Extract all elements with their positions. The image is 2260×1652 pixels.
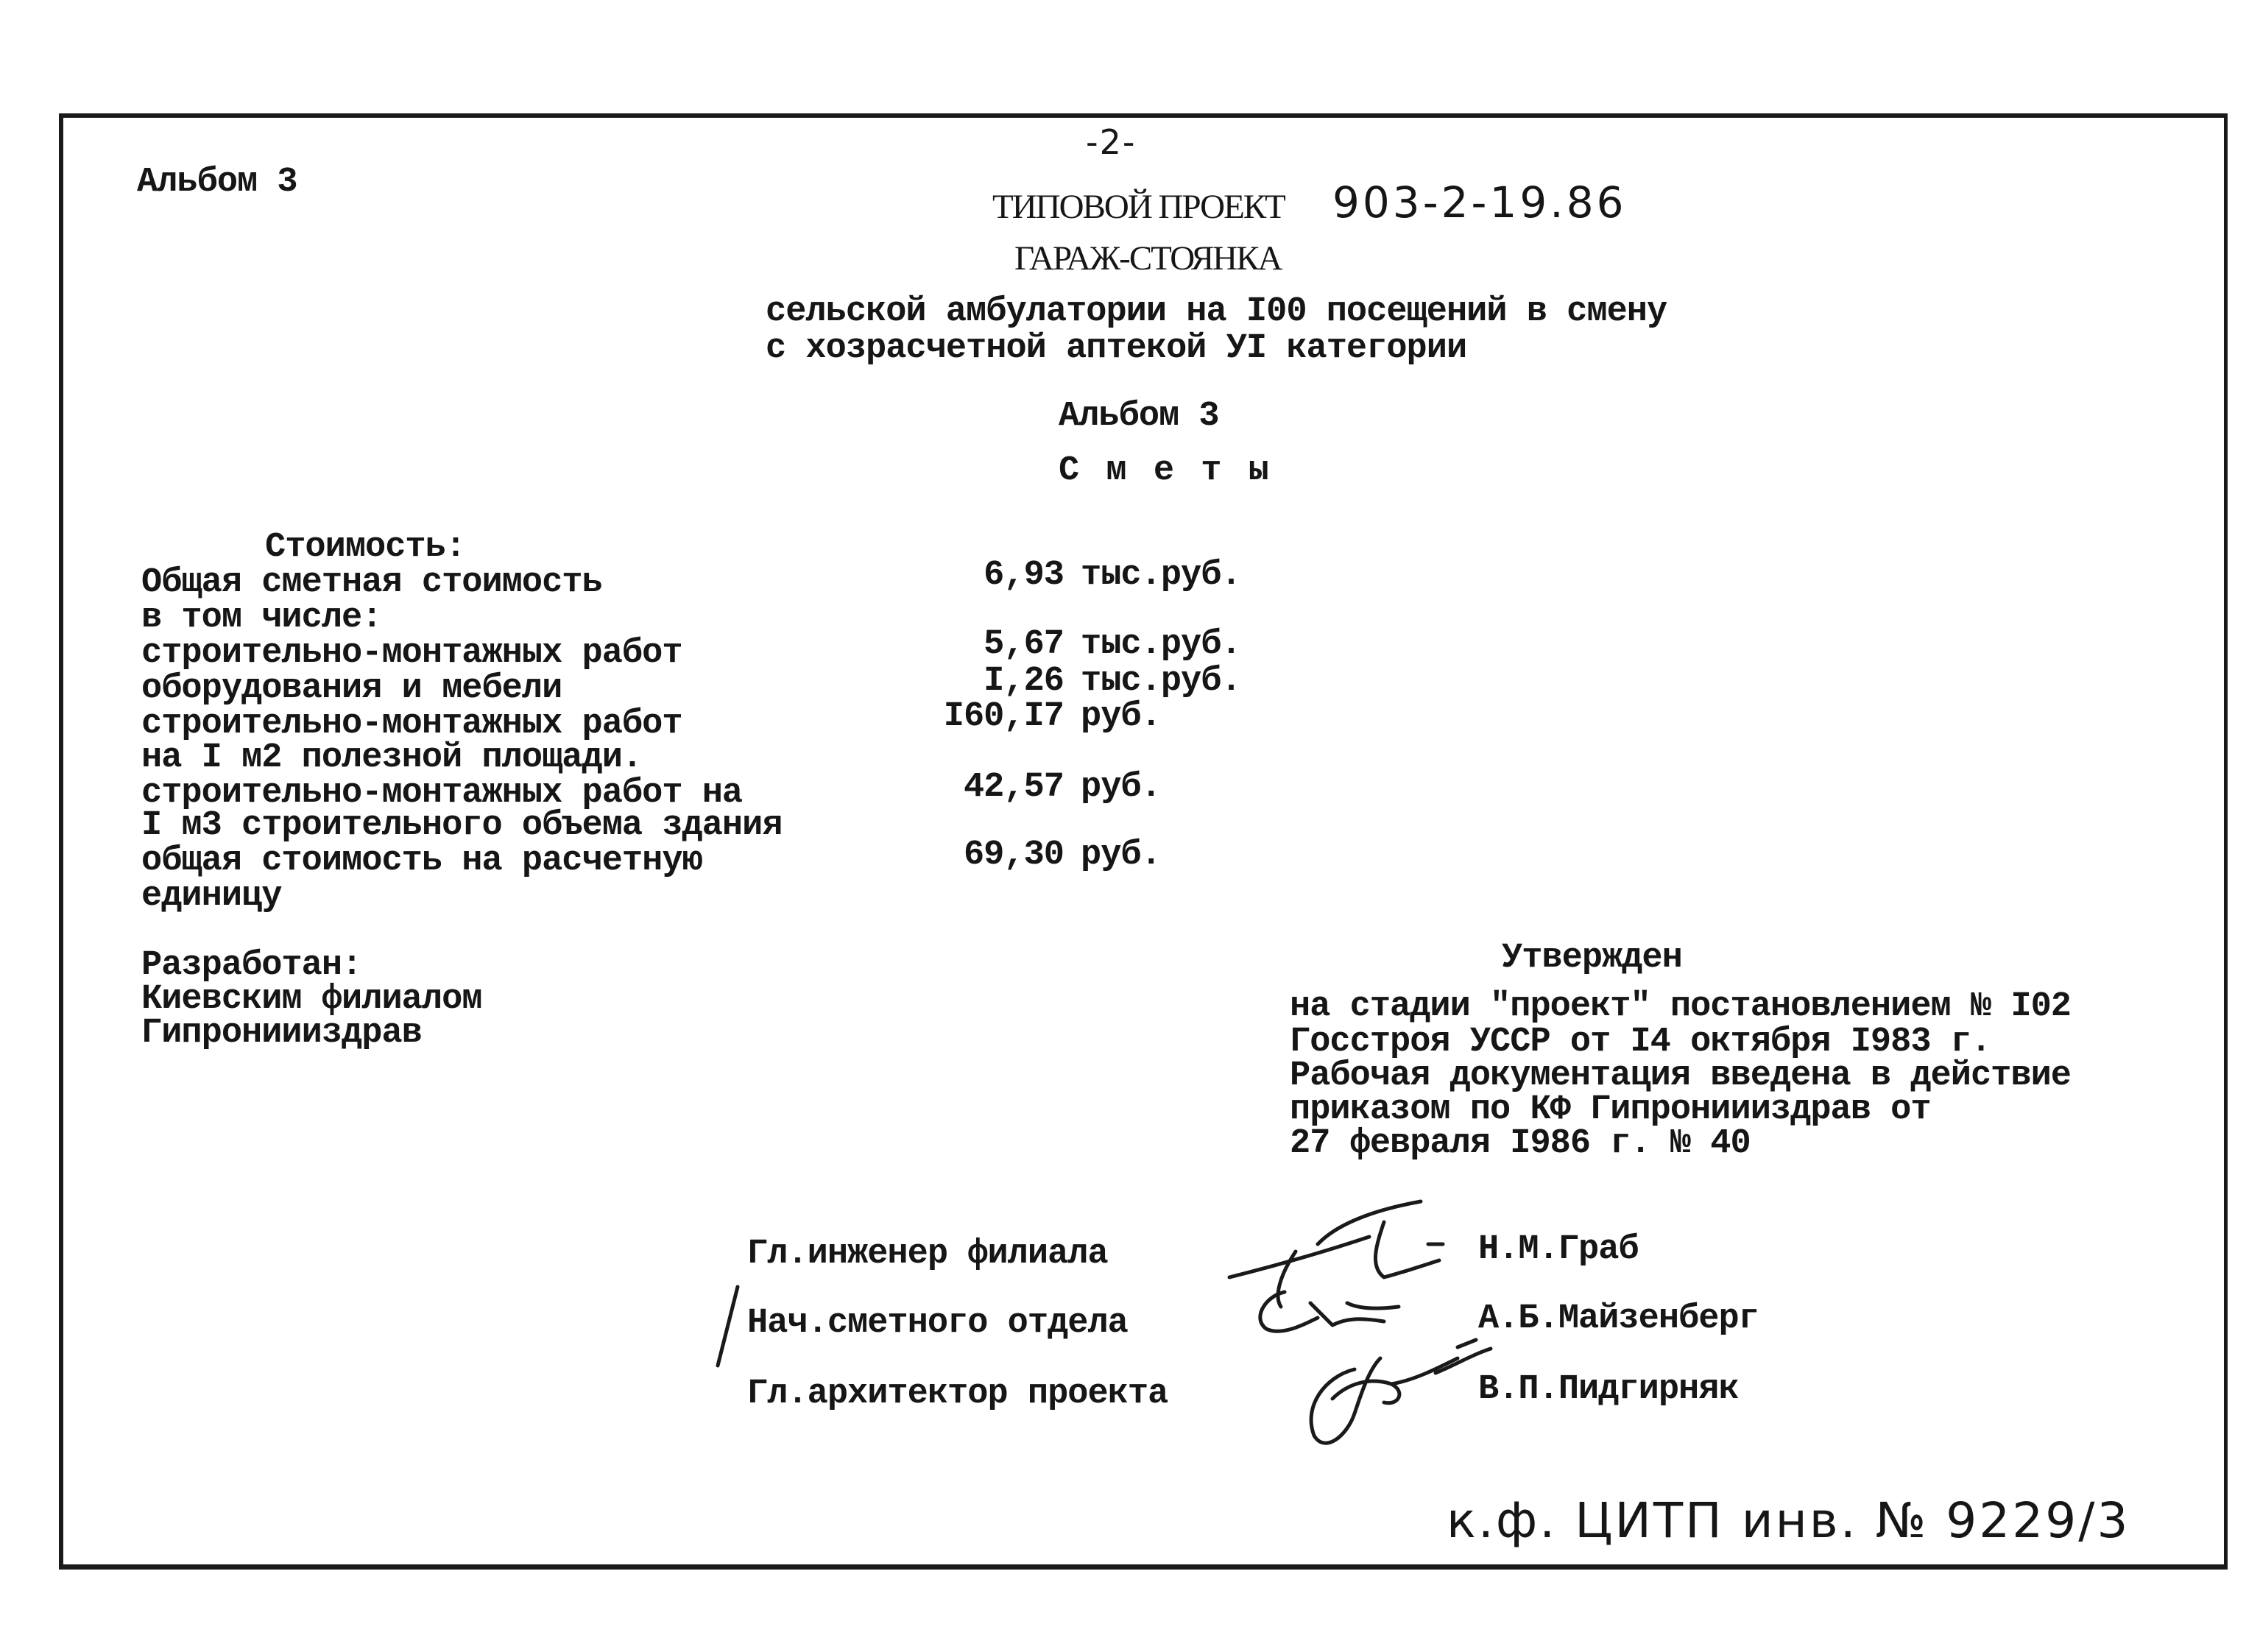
cost-row-value: I60,I7	[943, 697, 1064, 736]
cost-row-label: Общая сметная стоимость	[141, 563, 602, 602]
inventory-stamp: к.ф. ЦИТП инв. № 9229/3	[1447, 1492, 2130, 1549]
cost-row-label: строительно-монтажных работ на	[141, 774, 743, 813]
cost-row-unit: руб.	[1081, 836, 1161, 875]
project-title: ГАРАЖ-СТОЯНКА	[1014, 239, 1282, 278]
album-top-left: Альбом 3	[137, 163, 297, 202]
approved-line: Рабочая документация введена в действие	[1290, 1056, 2071, 1095]
cost-row-unit: тыс.руб.	[1081, 625, 1241, 664]
project-number: 903-2-19.86	[1332, 177, 1627, 227]
signature-role: Нач.сметного отдела	[747, 1304, 1128, 1343]
cost-row-label: оборудования и мебели	[141, 669, 562, 708]
signature-mark-3	[1311, 1340, 1491, 1443]
signature-role: Гл.архитектор проекта	[747, 1374, 1168, 1413]
album-label: Альбом 3	[1059, 397, 1219, 436]
approved-line: приказом по КФ Гипрониииздрав от	[1290, 1090, 1931, 1129]
developed-line2: Гипрониииздрав	[141, 1014, 422, 1053]
section-title: С м е т ы	[1059, 451, 1272, 490]
cost-row-unit: руб.	[1081, 768, 1161, 807]
page-number: -2-	[1086, 122, 1137, 162]
signature-mark-1	[1229, 1201, 1443, 1307]
cost-row-label: на I м2 полезной площади.	[141, 738, 643, 777]
signature-name: В.П.Пидгирняк	[1478, 1370, 1739, 1409]
project-subtitle-line1: сельской амбулатории на I00 посещений в смену	[766, 292, 1667, 331]
cost-row-unit: тыс.руб.	[1081, 662, 1241, 701]
developed-line1: Киевским филиалом	[141, 980, 482, 1019]
cost-row-value: I,26	[984, 662, 1064, 701]
cost-row-value: 42,57	[963, 768, 1064, 807]
margin-slash	[718, 1287, 738, 1366]
project-subtitle-line2: с хозрасчетной аптекой УI категории	[766, 329, 1467, 368]
cost-row-label: I м3 строительного объема здания	[141, 806, 783, 845]
signature-name: Н.М.Граб	[1478, 1230, 1639, 1269]
cost-row-label: строительно-монтажных работ	[141, 634, 682, 673]
approved-line: 27 февраля I986 г. № 40	[1290, 1124, 1751, 1163]
cost-row-label: в том числе:	[141, 599, 382, 638]
cost-row-value: 6,93	[984, 556, 1064, 595]
cost-row-unit: руб.	[1081, 697, 1161, 736]
cost-row-unit: тыс.руб.	[1081, 556, 1241, 595]
cost-row-value: 5,67	[984, 625, 1064, 664]
approved-line: Госстроя УССР от I4 октября I983 г.	[1290, 1023, 1991, 1062]
project-label: ТИПОВОЙ ПРОЕКТ	[992, 188, 1285, 226]
cost-row-label: единицу	[141, 877, 282, 916]
signature-mark-2	[1260, 1292, 1399, 1331]
cost-row-label: общая стоимость на расчетную	[141, 841, 702, 880]
cost-row-value: 69,30	[963, 836, 1064, 875]
approved-heading: Утвержден	[1502, 939, 1682, 978]
approved-line: на стадии "проект" постановлением № I02	[1290, 987, 2071, 1026]
signature-name: А.Б.Майзенберг	[1478, 1299, 1759, 1338]
cost-row-label: строительно-монтажных работ	[141, 705, 682, 744]
cost-heading: Стоимость:	[265, 528, 466, 567]
signature-role: Гл.инженер филиала	[747, 1235, 1108, 1274]
developed-heading: Разработан:	[141, 946, 362, 985]
